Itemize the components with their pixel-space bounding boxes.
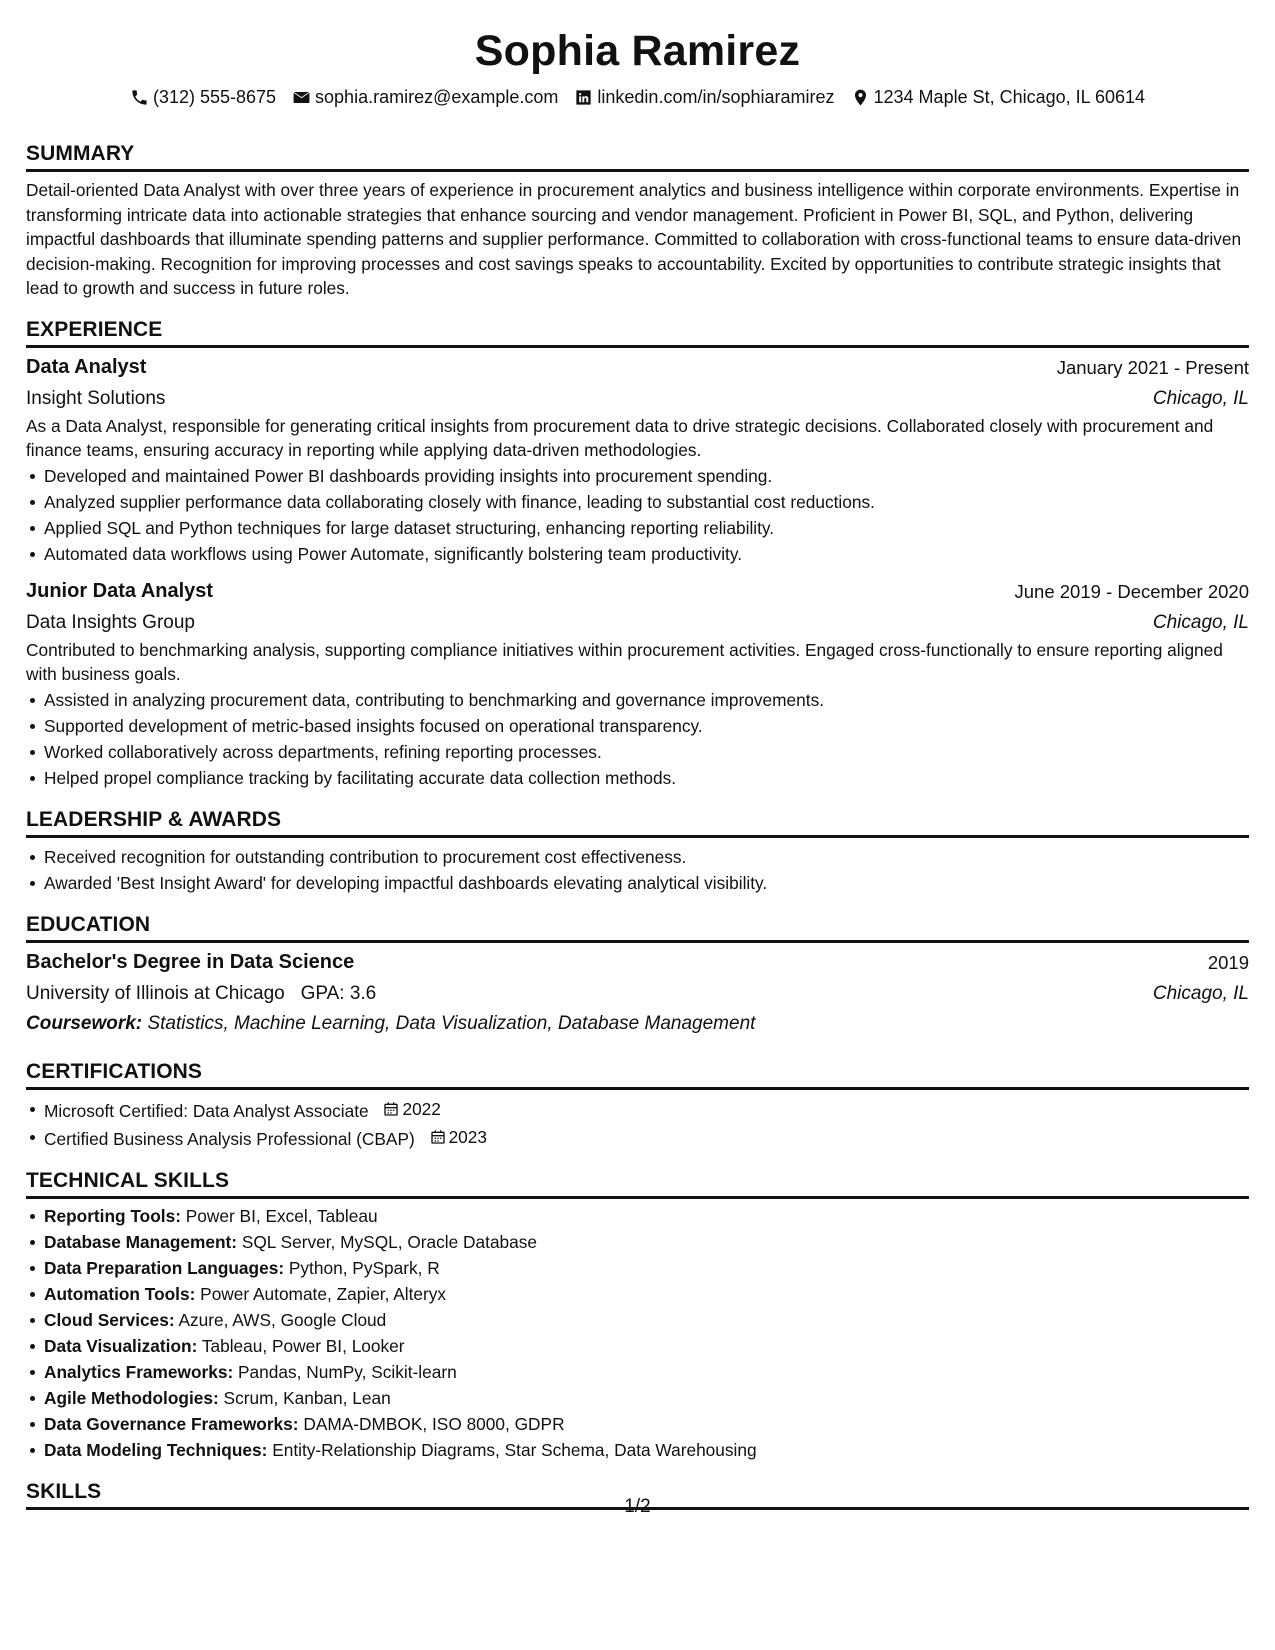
- list-item: Awarded 'Best Insight Award' for developing impactful dashboards elevating analytical visibility.: [44, 870, 1249, 896]
- certifications-section: [26, 1057, 1249, 1152]
- cert-name: Certified Business Analysis Professional (CBAP): [44, 1128, 415, 1149]
- skill-label: Analytics Frameworks:: [44, 1361, 234, 1382]
- skill-value: Tableau, Power BI, Looker: [201, 1335, 405, 1356]
- school-name: University of Illinois at Chicago: [26, 982, 285, 1004]
- calendar-icon: [383, 1101, 399, 1117]
- job-company: Insight Solutions: [26, 387, 166, 409]
- list-item: [44, 1096, 1249, 1124]
- job-title: Junior Data Analyst: [26, 579, 214, 602]
- section-title-technical-skills: TECHNICAL SKILLS: [26, 1166, 1249, 1199]
- school-location: Chicago, IL: [1152, 982, 1249, 1004]
- skill-label: Database Management:: [44, 1231, 238, 1252]
- skill-value: Scrum, Kanban, Lean: [223, 1387, 391, 1408]
- school-line: [26, 978, 376, 1009]
- map-pin-icon: [851, 88, 870, 107]
- phone-text: (312) 555-8675: [152, 87, 277, 107]
- list-item: [44, 1333, 1249, 1359]
- skill-label: Reporting Tools:: [44, 1205, 181, 1226]
- list-item: Developed and maintained Power BI dashboards providing insights into procurement spending.: [44, 463, 1249, 489]
- skill-value: Entity-Relationship Diagrams, Star Schema, Data Warehousing: [272, 1439, 757, 1460]
- skill-value: Azure, AWS, Google Cloud: [178, 1309, 387, 1330]
- list-item: [44, 1203, 1249, 1229]
- list-item: Applied SQL and Python techniques for large dataset structuring, enhancing reporting reliability.: [44, 515, 1249, 541]
- job-dates: June 2019 - December 2020: [1014, 580, 1249, 602]
- section-title-summary: SUMMARY: [26, 139, 1249, 172]
- list-item: Automated data workflows using Power Automate, significantly bolstering team productivity.: [44, 541, 1249, 567]
- degree: Bachelor's Degree in Data Science: [26, 950, 355, 973]
- list-item: Helped propel compliance tracking by facilitating accurate data collection methods.: [44, 765, 1249, 791]
- section-title-experience: EXPERIENCE: [26, 315, 1249, 348]
- cert-date: [383, 1096, 440, 1122]
- list-item: [44, 1229, 1249, 1255]
- list-item: [44, 1255, 1249, 1281]
- skill-value: DAMA-DMBOK, ISO 8000, GDPR: [303, 1413, 565, 1434]
- cert-date: [430, 1124, 487, 1150]
- linkedin-icon: [574, 88, 593, 107]
- cert-name: Microsoft Certified: Data Analyst Associate: [44, 1100, 369, 1121]
- contact-phone: [130, 85, 276, 109]
- list-item: [44, 1281, 1249, 1307]
- list-item: [44, 1385, 1249, 1411]
- coursework-list: Statistics, Machine Learning, Data Visualization, Database Management: [147, 1012, 756, 1034]
- envelope-icon: [292, 88, 311, 107]
- contact-linkedin[interactable]: [574, 85, 834, 109]
- skill-value: SQL Server, MySQL, Oracle Database: [241, 1231, 538, 1252]
- phone-icon: [130, 88, 149, 107]
- job-entry: [26, 576, 1249, 791]
- job-location: Chicago, IL: [1152, 611, 1249, 633]
- list-item: [44, 1437, 1249, 1463]
- contact-address: [851, 85, 1146, 109]
- coursework-label: Coursework:: [26, 1012, 143, 1034]
- linkedin-text: linkedin.com/in/sophiaramirez: [597, 87, 835, 107]
- resume-page: [26, 0, 1249, 1514]
- list-item: Supported development of metric-based insights focused on operational transparency.: [44, 713, 1249, 739]
- leadership-section: [26, 805, 1249, 896]
- summary-section: [26, 139, 1249, 301]
- address-text: 1234 Maple St, Chicago, IL 60614: [873, 87, 1146, 107]
- list-item: Assisted in analyzing procurement data, contributing to benchmarking and governance improvements.: [44, 687, 1249, 713]
- graduation-year: 2019: [1207, 951, 1249, 973]
- section-title-leadership: LEADERSHIP & AWARDS: [26, 805, 1249, 838]
- list-item: [44, 1307, 1249, 1333]
- cert-year: 2022: [402, 1098, 441, 1119]
- contact-email[interactable]: [292, 85, 558, 109]
- list-item: Received recognition for outstanding contribution to procurement cost effectiveness.: [44, 844, 1249, 870]
- skill-label: Data Governance Frameworks:: [44, 1413, 299, 1434]
- skill-value: Power BI, Excel, Tableau: [185, 1205, 378, 1226]
- coursework: [26, 1009, 1249, 1039]
- technical-skills-list: [26, 1203, 1249, 1463]
- skill-value: Power Automate, Zapier, Alteryx: [200, 1283, 447, 1304]
- job-dates: January 2021 - Present: [1056, 356, 1249, 378]
- section-title-certifications: CERTIFICATIONS: [26, 1057, 1249, 1090]
- job-title: Data Analyst: [26, 355, 147, 378]
- leadership-list: [26, 844, 1249, 896]
- job-description: As a Data Analyst, responsible for generating critical insights from procurement data to drive strategic decisions. Collaborated closely with procurement and finance teams, ensuring accuracy in reporting while applying data-driven methodologies.: [26, 415, 1214, 460]
- experience-section: [26, 315, 1249, 791]
- skill-value: Pandas, NumPy, Scikit-learn: [238, 1361, 457, 1382]
- summary-text: Detail-oriented Data Analyst with over three years of experience in procurement analytics and business intelligence within corporate environments. Expertise in transforming intricate data into actionable strategies that enhance sourcing and vendor management. Proficient in Power BI, SQL, and Python, delivering impactful dashboards that illuminate spending patterns and supplier performance. Committed to collaboration with cross-functional teams to ensure data-driven decision-making. Recognition for improving processes and cost savings speaks to accountability. Excited by opportunities to contribute strategic insights that lead to growth and success in future roles.: [26, 180, 1242, 298]
- list-item: [44, 1411, 1249, 1437]
- email-text: sophia.ramirez@example.com: [315, 87, 559, 107]
- contact-bar: [26, 85, 1249, 109]
- skill-label: Agile Methodologies:: [44, 1387, 219, 1408]
- list-item: [44, 1359, 1249, 1385]
- candidate-name: Sophia Ramirez: [474, 27, 801, 75]
- calendar-icon: [430, 1129, 446, 1145]
- job-bullets: [26, 463, 1249, 567]
- job-company: Data Insights Group: [26, 611, 195, 633]
- certifications-list: [26, 1096, 1249, 1152]
- skill-value: Python, PySpark, R: [288, 1257, 440, 1278]
- skill-label: Automation Tools:: [44, 1283, 196, 1304]
- education-section: [26, 910, 1249, 1039]
- list-item: [44, 1124, 1249, 1152]
- list-item: Worked collaboratively across departments, refining reporting processes.: [44, 739, 1249, 765]
- skill-label: Data Modeling Techniques:: [44, 1439, 268, 1460]
- technical-skills-section: [26, 1166, 1249, 1463]
- skill-label: Cloud Services:: [44, 1309, 175, 1330]
- skill-label: Data Visualization:: [44, 1335, 198, 1356]
- cert-year: 2023: [448, 1126, 488, 1147]
- job-location: Chicago, IL: [1152, 387, 1249, 409]
- job-bullets: [26, 687, 1249, 791]
- section-title-skills: SKILLS: [26, 1477, 1249, 1510]
- job-entry: [26, 352, 1249, 567]
- page-number: 1/2: [624, 1496, 651, 1517]
- section-title-education: EDUCATION: [26, 910, 1249, 943]
- list-item: Analyzed supplier performance data collaborating closely with finance, leading to substantial cost reductions.: [44, 489, 1249, 515]
- job-description: Contributed to benchmarking analysis, supporting compliance initiatives within procurement activities. Engaged cross-functionally to ensure reporting aligned with business goals.: [26, 639, 1223, 684]
- skill-label: Data Preparation Languages:: [44, 1257, 285, 1278]
- gpa: GPA: 3.6: [300, 982, 377, 1004]
